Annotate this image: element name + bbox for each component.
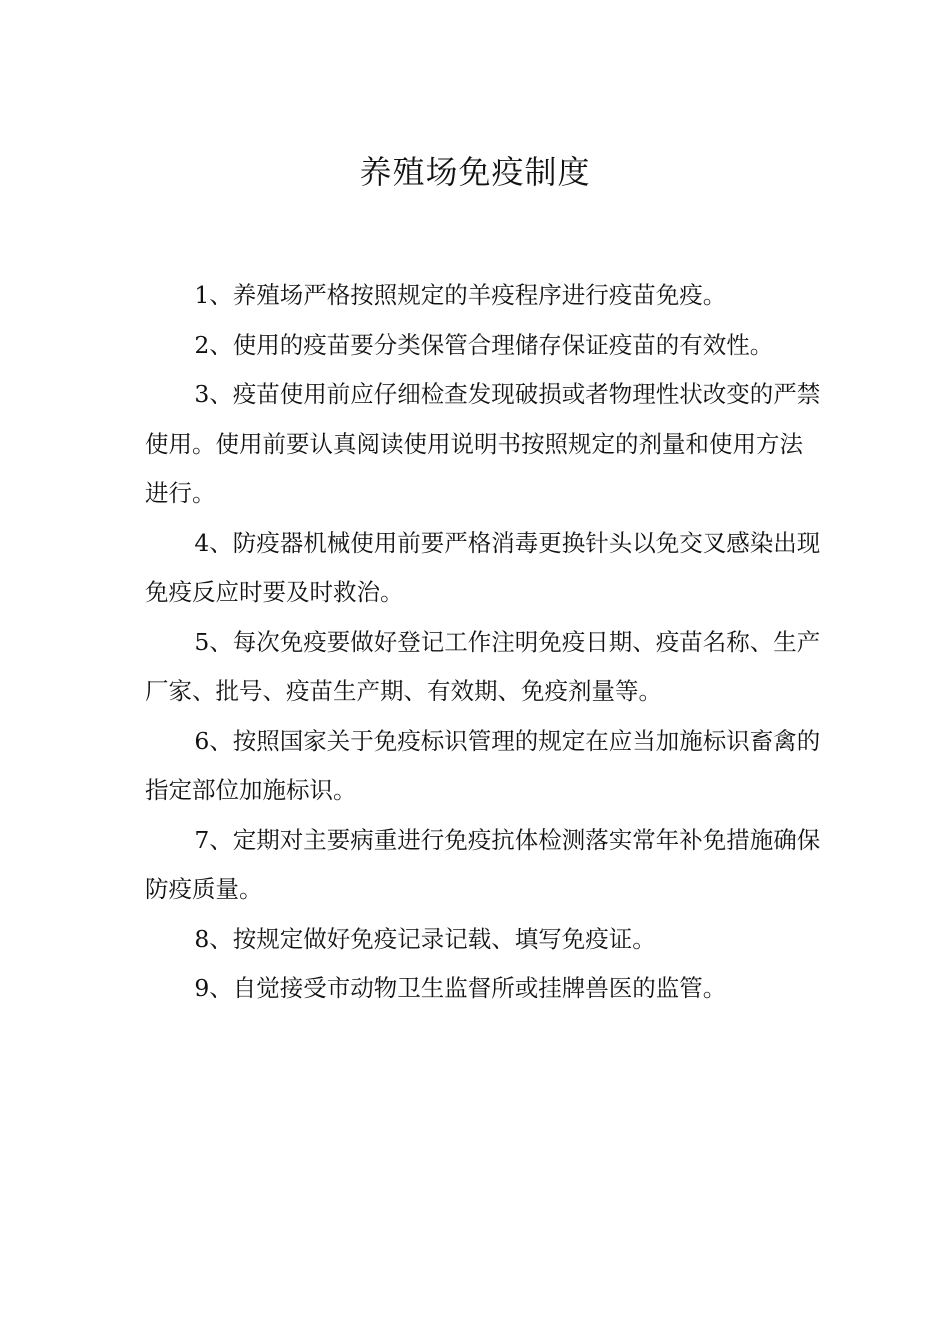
paragraph-9: 9、自觉接受市动物卫生监督所或挂牌兽医的监管。: [194, 974, 727, 1002]
paragraph-6: 6、按照国家关于免疫标识管理的规定在应当加施标识畜禽的指定部位加施标识。: [145, 726, 821, 804]
document-body: [145, 271, 825, 1014]
paragraph-2: 2、使用的疫苗要分类保管合理储存保证疫苗的有效性。: [194, 330, 774, 359]
paragraph-3: 3、疫苗使用前应仔细检查发现破损或者物理性状改变的严禁使用。使用前要认真阅读使用说明书按照规定的剂量和使用方法进行。: [145, 380, 821, 507]
paragraph-8: 8、按规定做好免疫记录记载、填写免疫证。: [194, 924, 656, 953]
paragraph-5: 5、每次免疫要做好登记工作注明免疫日期、疫苗名称、生产厂家、批号、疫苗生产期、有效期、免疫剂量等。: [145, 627, 821, 705]
document-title: 养殖场免疫制度: [359, 153, 591, 191]
paragraph-4: 4、防疫器机械使用前要严格消毒更换针头以免交叉感染出现免疫反应时要及时救治。: [145, 528, 821, 606]
paragraph-7: 7、定期对主要病重进行免疫抗体检测落实常年补免措施确保防疫质量。: [145, 825, 821, 903]
paragraph-1: 1、养殖场严格按照规定的羊疫程序进行疫苗免疫。: [194, 281, 727, 309]
